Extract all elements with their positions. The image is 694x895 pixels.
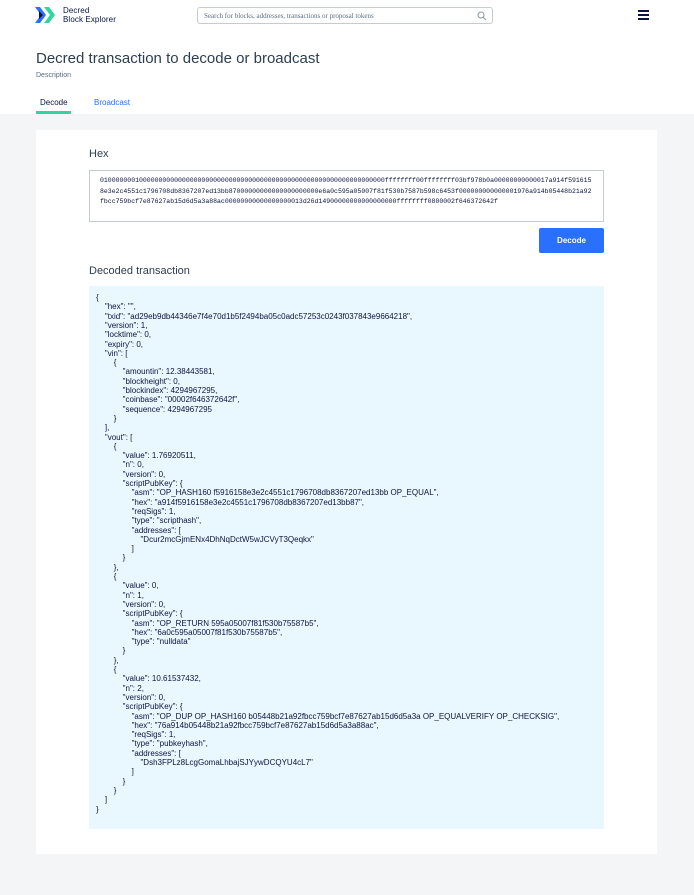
hex-input[interactable]: 0100000001000000000000000000000000000000000000000000000000000000000000000ffffffff00ffffffff03bf978b0a00000000000017a914f5916158e3e2c4551c1796708db8367207ed13bb87000000000000000000000e6a0c595a05007f81f530b7587b598c6453f000000000000001976a914b05448b21a92fbcc759bcf7e87627ab15d6d5a3a88ac00000000000000000013d26d14900000000000000000ffffffff0800002f646372642f: [89, 170, 604, 222]
json-line: ]: [96, 795, 108, 805]
json-line: {: [96, 358, 117, 368]
decoded-json-output: [89, 286, 604, 829]
json-line: "version": 0,: [96, 599, 166, 609]
json-line: "blockindex": 4294967295,: [96, 386, 218, 395]
json-line: "value": 0,: [96, 581, 159, 591]
json-line: "Dsh3FPLz8LcgGomaLhbajSJYywDCQYU4cL7": [96, 758, 313, 767]
tab-decode[interactable]: Decode: [40, 98, 68, 107]
json-line: "coinbase": "00002f646372642f",: [96, 395, 240, 405]
json-line: "version": 0,: [96, 469, 166, 479]
json-line: "vout": [: [96, 432, 133, 442]
active-tab-indicator: [36, 111, 71, 114]
json-line: }: [96, 776, 126, 786]
json-line: "n": 1,: [96, 590, 144, 600]
search-box: [197, 7, 493, 24]
json-line: "hex": "a914f5916158e3e2c4551c1796708db8367207ed13bb87",: [96, 497, 365, 507]
json-line: "txid": "ad29eb9db44346e7f4e70d1b5f2494ba05c0adc57253c0243f037843e9664218",: [96, 311, 413, 321]
json-line: },: [96, 655, 119, 665]
page-description: Description: [36, 72, 72, 79]
json-line: "addresses": [: [96, 748, 181, 758]
json-line: "vin": [: [96, 348, 128, 358]
json-line: "n": 2,: [96, 683, 144, 693]
json-line: "n": 0,: [96, 460, 144, 470]
menu-bar: [638, 18, 649, 20]
json-line: "hex": "6a0c595a05007f81f530b75587b5",: [96, 627, 283, 637]
json-line: {: [96, 441, 117, 451]
json-line: "type": "nulldata": [96, 637, 191, 647]
json-line: "reqSigs": 1,: [96, 506, 176, 516]
brand-text: [63, 6, 116, 24]
json-line: "asm": "OP_RETURN 595a05007f81f530b75587b5",: [96, 618, 319, 628]
json-line: "type": "scripthash",: [96, 516, 202, 526]
json-line: "locktime": 0,: [96, 330, 152, 340]
json-line: }: [96, 785, 117, 795]
json-line: "sequence": 4294967295: [96, 404, 212, 414]
json-line: "scriptPubKey": {: [96, 702, 183, 712]
json-line: {: [96, 293, 99, 302]
hamburger-menu-icon[interactable]: [638, 10, 650, 20]
decred-logo-icon: [35, 7, 55, 23]
hex-section-title: Hex: [89, 148, 109, 160]
json-line: "type": "pubkeyhash",: [96, 739, 208, 749]
page-title: Decred transaction to decode or broadcast: [36, 50, 320, 67]
menu-bar: [638, 10, 649, 12]
json-line: "value": 1.76920511,: [96, 451, 196, 461]
brand-line-1: Decred: [63, 6, 90, 15]
json-line: "asm": "OP_DUP OP_HASH160 b05448b21a92fbcc759bcf7e87627ab15d6d5a3a OP_EQUALVERIFY OP_CHECKSIG",: [96, 711, 560, 721]
page-header: [0, 32, 694, 114]
tab-broadcast[interactable]: Broadcast: [94, 98, 131, 107]
json-line: "reqSigs": 1,: [96, 730, 176, 740]
menu-bar: [638, 14, 649, 16]
json-line: }: [96, 413, 117, 423]
site-logo[interactable]: [35, 6, 116, 24]
json-line: {: [96, 572, 117, 581]
json-line: "version": 0,: [96, 692, 166, 702]
json-line: "amountin": 12.38443581,: [96, 367, 215, 377]
json-line: "scriptPubKey": {: [96, 609, 183, 619]
json-line: ]: [96, 767, 134, 777]
json-line: "value": 10.61537432,: [96, 674, 201, 684]
json-line: "expiry": 0,: [96, 339, 144, 349]
json-line: ],: [96, 423, 110, 433]
json-line: "version": 1,: [96, 320, 148, 330]
json-line: "hex": "76a914b05448b21a92fbcc759bcf7e87627ab15d6d5a3a88ac",: [96, 720, 379, 730]
top-navbar: [0, 0, 694, 32]
json-line: }: [96, 553, 126, 563]
json-line: "addresses": [: [96, 525, 181, 535]
json-line: {: [96, 665, 117, 674]
search-input[interactable]: [204, 9, 474, 22]
brand-line-2: Block Explorer: [63, 15, 116, 24]
json-line: "blockheight": 0,: [96, 376, 180, 386]
decode-button[interactable]: Decode: [539, 228, 604, 253]
json-line: "hex": "",: [96, 302, 136, 312]
json-line: }: [96, 646, 126, 656]
json-line: "Dcur2mcGjmENx4DhNqDctW5wJCVyT3Qeqkx": [96, 534, 314, 544]
json-line: }: [96, 804, 99, 814]
json-line: "scriptPubKey": {: [96, 479, 183, 488]
json-line: "asm": "OP_HASH160 f5916158e3e2c4551c1796708db8367207ed13bb OP_EQUAL",: [96, 488, 439, 498]
json-line: },: [96, 562, 119, 572]
decoded-section-title: Decoded transaction: [89, 265, 190, 277]
json-line: ]: [96, 544, 134, 554]
search-icon[interactable]: [477, 11, 487, 21]
